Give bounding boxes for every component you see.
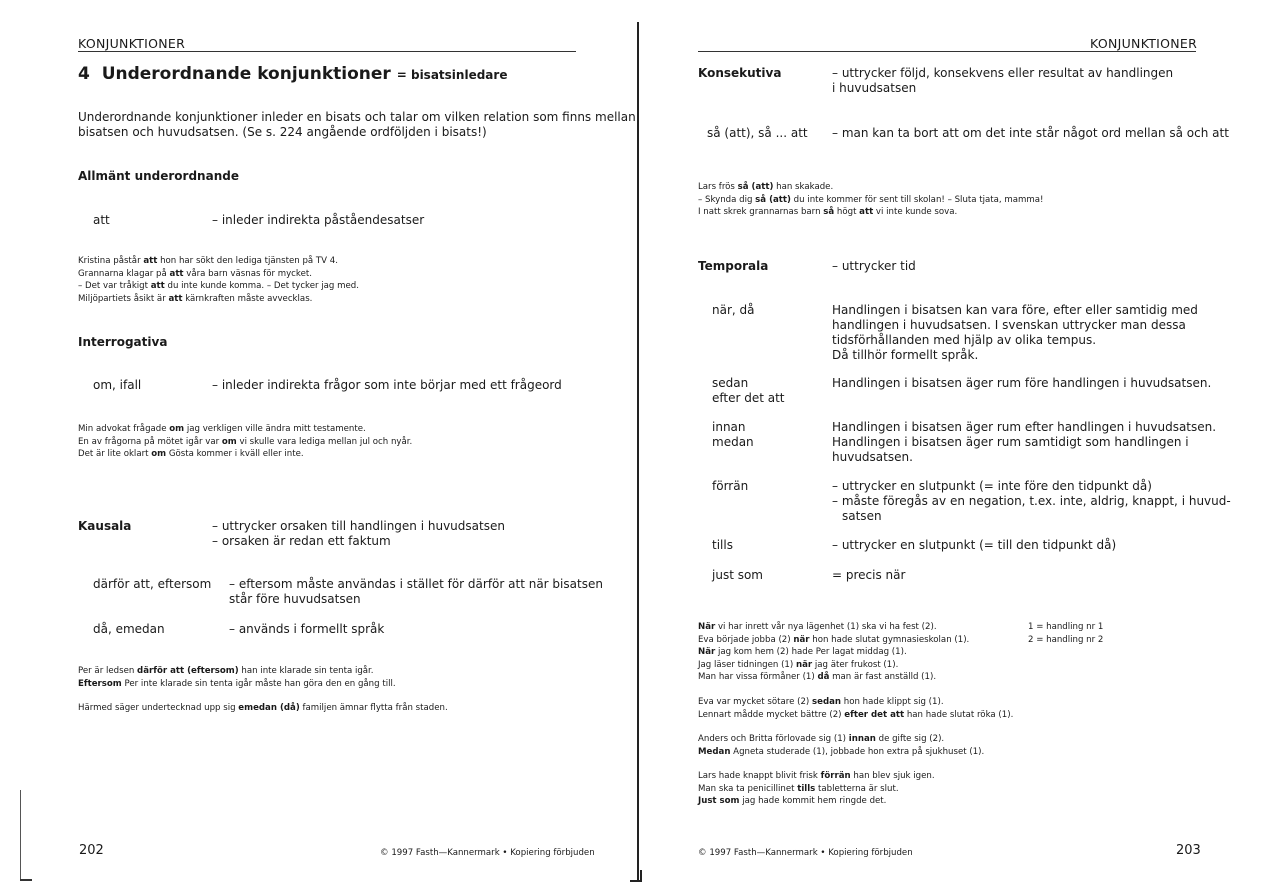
legend: 1 = handling nr 1 2 = handling nr 2 bbox=[1028, 622, 1104, 645]
conjunction-da-emedan: då, emedan bbox=[93, 622, 165, 636]
desc-just-som: = precis när bbox=[832, 568, 906, 582]
examples-om bbox=[78, 423, 412, 461]
section-heading-interrogativa: Interrogativa bbox=[78, 335, 168, 349]
copyright-footer: © 1997 Fasth—Kannermark • Kopiering förbjuden bbox=[380, 848, 595, 858]
example-line: Eva började jobba (2) när hon hade slutat gymnasieskolan (1). bbox=[698, 634, 970, 645]
example-line: Just som jag hade kommit hem ringde det. bbox=[698, 796, 887, 807]
desc-innan-medan: Handlingen i bisatsen äger rum efter handlingen i huvudsatsen. Handlingen i bisatsen äger rum samtidigt som handlingen i huvudsatsen. bbox=[832, 420, 1217, 464]
desc-kausala: – uttrycker orsaken till handlingen i huvudsatsen – orsaken är redan ett faktum bbox=[212, 519, 505, 548]
example-line: Min advokat frågade om jag verkligen ville ändra mitt testamente. bbox=[78, 424, 366, 434]
running-header: KONJUNKTIONER bbox=[1090, 36, 1198, 51]
examples-temporala-4 bbox=[698, 770, 935, 808]
conjunction-darfor-att: därför att, eftersom bbox=[93, 577, 212, 591]
conjunction-sa-att: så (att), så ... att bbox=[707, 126, 808, 140]
example-line: Kristina påstår att hon har sökt den lediga tjänsten på TV 4. bbox=[78, 256, 338, 266]
intro-paragraph: Underordnande konjunktioner inleder en bisats och talar om vilken relation som finns mellan bisatsen och huvudsatsen. (Se s. 224 angående ordföljden i bisats!) bbox=[78, 110, 636, 139]
example-line: Man har vissa förmåner (1) då man är fast anställd (1). bbox=[698, 672, 937, 683]
example-line: Lennart mådde mycket bättre (2) efter det att han hade slutat röka (1). bbox=[698, 709, 1014, 720]
examples-temporala-1 bbox=[698, 621, 969, 684]
page-number: 203 bbox=[1176, 843, 1201, 858]
example-line: Medan Agneta studerade (1), jobbade hon extra på sjukhuset (1). bbox=[698, 746, 985, 757]
desc-darfor-att: – eftersom måste användas i stället för därför att när bisatsen står före huvudsatsen bbox=[229, 577, 603, 606]
examples-konsekutiva bbox=[698, 181, 1043, 219]
desc-tills: – uttrycker en slutpunkt (= till den tidpunkt då) bbox=[832, 538, 1117, 552]
example-line: Eva var mycket sötare (2) sedan hon hade klippt sig (1). bbox=[698, 697, 944, 707]
example-line: Grannarna klagar på att våra barn väsnas för mycket. bbox=[78, 268, 312, 279]
conjunction-tills: tills bbox=[712, 538, 733, 552]
header-rule bbox=[698, 51, 1196, 52]
desc-om-ifall: – inleder indirekta frågor som inte börjar med ett frågeord bbox=[212, 378, 562, 392]
right-page bbox=[640, 0, 1262, 894]
desc-sa-att: – man kan ta bort att om det inte står något ord mellan så och att bbox=[832, 126, 1229, 140]
chapter-title-suffix: = bisatsinledare bbox=[396, 68, 508, 82]
example-line: Lars hade knappt blivit frisk förrän han blev sjuk igen. bbox=[698, 771, 935, 781]
book-spine bbox=[637, 22, 639, 880]
conjunction-om-ifall: om, ifall bbox=[93, 378, 142, 392]
examples-temporala-2 bbox=[698, 696, 1013, 721]
example-line: Eftersom Per inte klarade sin tenta igår måste han göra den en gång till. bbox=[78, 678, 396, 689]
section-heading-kausala: Kausala bbox=[78, 519, 132, 533]
example-line: Anders och Britta förlovade sig (1) innan de gifte sig (2). bbox=[698, 734, 945, 744]
desc-sedan: Handlingen i bisatsen äger rum före handlingen i huvudsatsen. bbox=[832, 376, 1212, 390]
copyright-footer: © 1997 Fasth—Kannermark • Kopiering förbjuden bbox=[698, 848, 913, 858]
conjunction-nar-da: när, då bbox=[712, 303, 755, 317]
example-line: Jag läser tidningen (1) när jag äter frukost (1). bbox=[698, 659, 899, 670]
example-line: När jag kom hem (2) hade Per lagat middag (1). bbox=[698, 647, 907, 658]
example-line: Härmed säger undertecknad upp sig emedan (då) familjen ämnar flytta från staden. bbox=[78, 703, 448, 714]
desc-att: – inleder indirekta påståendesatser bbox=[212, 213, 425, 227]
examples-kausala bbox=[78, 665, 448, 715]
examples-att bbox=[78, 255, 359, 305]
header-rule bbox=[78, 51, 576, 52]
conjunction-sedan: sedan efter det att bbox=[712, 376, 785, 405]
example-line: När vi har inrett vår nya lägenhet (1) ska vi ha fest (2). bbox=[698, 622, 937, 632]
chapter-title-main: Underordnande konjunktioner bbox=[101, 64, 391, 84]
example-line: En av frågorna på mötet igår var om vi skulle vara lediga mellan jul och nyår. bbox=[78, 436, 413, 447]
desc-forran: – uttrycker en slutpunkt (= inte före den tidpunkt då) – måste föregås av en negation, t.ex. inte, aldrig, knappt, i huvud- satsen bbox=[832, 479, 1231, 523]
conjunction-forran: förrän bbox=[712, 479, 749, 493]
conjunction-just-som: just som bbox=[712, 568, 763, 582]
running-header: KONJUNKTIONER bbox=[78, 36, 186, 51]
example-line: – Det var tråkigt att du inte kunde komma. – Det tycker jag med. bbox=[78, 281, 359, 292]
desc-konsekutiva: – uttrycker följd, konsekvens eller resultat av handlingen i huvudsatsen bbox=[832, 66, 1174, 95]
example-line: Lars frös så (att) han skakade. bbox=[698, 182, 834, 192]
section-heading-allmant: Allmänt underordnande bbox=[78, 169, 239, 183]
conjunction-innan-medan: innan medan bbox=[712, 420, 754, 449]
example-line: Man ska ta penicillinet tills tabletterna är slut. bbox=[698, 783, 899, 794]
desc-nar-da: Handlingen i bisatsen kan vara före, efter eller samtidig med handlingen i huvudsatsen. I svenskan uttrycker man dessa tidsförhållanden med hjälp av olika tempus. Då tillhör formellt språk. bbox=[832, 303, 1198, 362]
example-line: I natt skrek grannarnas barn så högt att vi inte kunde sova. bbox=[698, 207, 958, 218]
example-line: Det är lite oklart om Gösta kommer i kväll eller inte. bbox=[78, 449, 304, 460]
chapter-title bbox=[78, 64, 507, 84]
examples-temporala-3 bbox=[698, 733, 984, 758]
desc-da-emedan: – används i formellt språk bbox=[229, 622, 385, 636]
example-line: Miljöpartiets åsikt är att kärnkraften måste avvecklas. bbox=[78, 293, 313, 304]
chapter-number: 4 bbox=[78, 64, 90, 84]
section-heading-temporala: Temporala bbox=[698, 259, 769, 273]
conjunction-att: att bbox=[93, 213, 110, 227]
example-line: – Skynda dig så (att) du inte kommer för sent till skolan! – Sluta tjata, mamma! bbox=[698, 194, 1044, 205]
desc-temporala: – uttrycker tid bbox=[832, 259, 916, 273]
page-number: 202 bbox=[79, 843, 104, 858]
section-heading-konsekutiva: Konsekutiva bbox=[698, 66, 782, 80]
example-line: Per är ledsen därför att (eftersom) han inte klarade sin tenta igår. bbox=[78, 666, 374, 676]
